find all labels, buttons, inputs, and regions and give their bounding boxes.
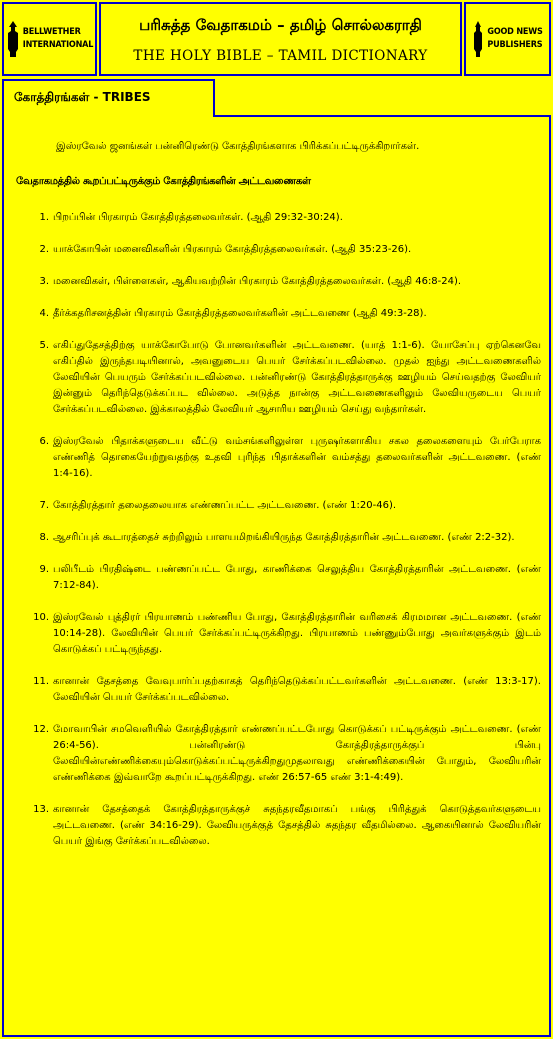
tab-joint [4,113,213,117]
tribe-list [16,210,541,850]
good-news-logo: GOOD NEWS PUBLISHERS [464,2,551,76]
list-item: 11. கானான் தேசத்தை வேவுபார்ப்பதற்காகத் தெரிந்தெடுக்கப்பட்டவர்களின் அட்டவணை. (எண் 13:3-17). லேவியின் பெயர் சேர்க்கப்படவில்லை. [33,676,541,703]
section-tab [2,79,215,117]
list-item: 13. கானான் தேசத்தைக் கோத்திரத்தாருக்குச் சுதந்தரவீதமாகப் பங்கு பிரித்துக் கொடுத்தவர்களுடைய அட்டவணை. (எண் 34:16-29). லேவியருக்குத் தேசத்தில் சுதந்தர வீதமில்லை. ஆகையினால் லேவியரின் பெயர் இங்கு சேர்க்கப்படவில்லை. [33,804,541,847]
list-item: 7. கோத்திரத்தார் தலைதலையாக எண்ணப்பட்ட அட்டவணை. (எண் 1:20-46). [39,500,397,511]
bellwether-logo: BELLWETHER INTERNATIONAL [2,2,97,76]
lamp-icon [6,19,20,59]
list-item: 9. பலிபீடம் பிரதிஷ்டை பண்ணப்பட்ட போது, காணிக்கை செலுத்திய கோத்திரத்தாரின் அட்டவணை. (எண் 7:12-84). [39,564,541,591]
section-subheading: வேதாகமத்தில் கூறப்பட்டிருக்கும் கோத்திரங்களின் அட்டவணைகள் [16,176,311,187]
list-item: 1. பிறப்பின் பிரகாரம் கோத்திரத்தலைவர்கள். (ஆதி 29:32-30:24). [39,212,343,223]
intro-text: இஸ்ரவேல் ஜனங்கள் பன்னிரெண்டு கோத்திரங்களாக பிரிக்கப்பட்டிருக்கிறார்கள். [56,141,420,152]
title-english: THE HOLY BIBLE – TAMIL DICTIONARY [133,48,428,64]
content-body [16,117,541,866]
list-item: 8. ஆசரிப்புக் கூடாரத்தைச் சுற்றிலும் பாளயமிறங்கியிருந்த கோத்திரத்தாரின் அட்டவணை. (எண் 2:2-32). [39,532,515,543]
list-item: 6. இஸ்ரவேல் பிதாக்களுடைய வீட்டு வம்சங்களிலுள்ள புருஷர்களாகிய சகல தலைகளையும் பேர்பேராக எண்ணித் தொகையேற்றுவதற்கு உதவி புரிந்த பிதாக்களின் வம்சத்து தலைவர்களின் அட்டவணை. (எண் 1:4-16). [39,436,541,479]
list-item: 10. இஸ்ரவேல் புத்திரர் பிரயாணம் பண்ணிய போது, கோத்திரத்தாரின் வரிசைக் கிரமமான அட்டவணை. (எண் 10:14-28). லேவியின் பெயர் சேர்க்கப்பட்டிருக்கிறது. பிரயாணம் பண்ணும்போது அவர்களுக்கும் இடம் கொடுக்கப் பட்டிருந்தது. [33,612,542,655]
content-panel [2,115,551,1037]
page-header [99,2,462,76]
list-item: 3. மனைவிகள், பிள்ளைகள், ஆகியவற்றின் பிரகாரம் கோத்திரத்தலைவர்கள். (ஆதி 46:8-24). [39,276,462,287]
list-item: 4. தீர்க்கதரிசனத்தின் பிரகாரம் கோத்திரத்தலைவர்களின் அட்டவணை (ஆதி 49:3-28). [39,308,427,319]
lamp-icon [472,19,484,59]
list-item: 12. மோவாபின் சமவெளியில் கோத்திரத்தார் எண்ணப்பட்டபோது கொடுக்கப் பட்டிருக்கும் அட்டவணை. (எண் 26:4-56). பன்னிரண்டு கோத்திரத்தாருக்குப் பின்பு லேவியின்எண்ணிக்கையும்கொடுக்கப்பட்டிருக்கிறதுமுதலாவது எண்ணிக்கையின் போதும், லேவியரின் எண்ணிக்கை இவ்வாறே கூறப்பட்டிருக்கிறது. எண் 26:57-65 எண் 3:1-4:49). [33,724,541,783]
section-tab-label: கோத்திரங்கள் - TRIBES [14,90,151,104]
title-tamil: பரிசுத்த வேதாகமம் – தமிழ் சொல்லகராதி [139,16,422,34]
list-item: 5. எகிப்துதேசத்திற்கு யாக்கோபோடு போனவர்களின் அட்டவணை. (யாத் 1:1-6). யோசேப்பு ஏற்கெனவே எகிப்தில் இருந்தபடியினால், அவனுடைய பெயர் சேர்க்கப்படவில்லை. முதல் ஐந்து அட்டவணைகளில் லேவியின் பெயரும் சேர்க்கப்படவில்லை. பன்னிரண்டு கோத்திரத்தாருக்கு ஊழியம் செய்வதற்கு லேவியர் இன்னும் தெரிந்தெடுக்கப்பட வில்லை. அடுத்த நான்கு அட்டவணைகளிலும் லேவியருடைய பெயர் சேர்க்கப்படவில்லை. இக்காலத்தில் லேவியர் ஆசாரிய ஊழியம் செய்து வந்தார்கள். [39,340,541,415]
list-item: 2. யாக்கோபின் மனைவிகளின் பிரகாரம் கோத்திரத்தலைவர்கள். (ஆதி 35:23-26). [39,244,412,255]
